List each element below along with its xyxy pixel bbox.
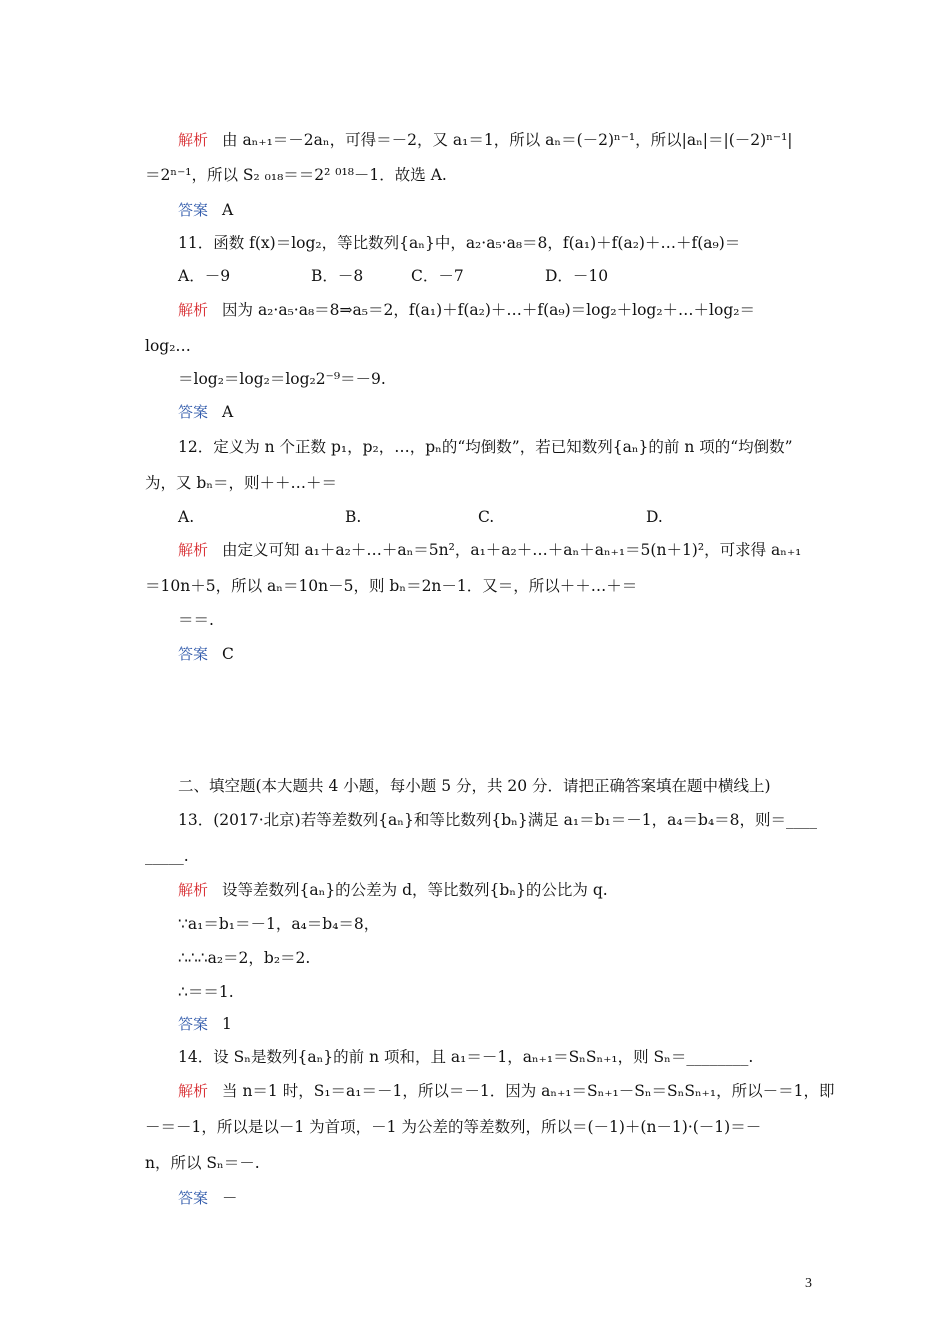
q12-answer xyxy=(178,644,234,664)
answer-label: 答案 xyxy=(178,201,209,219)
q14-answer xyxy=(178,1188,238,1208)
answer-value: － xyxy=(222,1189,238,1207)
q13-solution-line-4: ∴＝＝1. xyxy=(178,983,234,1001)
q12-option-c: C. xyxy=(478,508,495,526)
answer-label: 答案 xyxy=(178,1015,209,1033)
q13-answer xyxy=(178,1014,232,1034)
answer-value: 1 xyxy=(222,1015,232,1033)
q11-solution-line-3: ＝log₂＝log₂＝log₂2⁻⁹＝－9. xyxy=(178,370,386,388)
q13-stem-line-1: 13．(2017·北京)若等差数列{aₙ}和等比数列{bₙ}满足 a₁＝b₁＝－1，a₄＝b₄＝8，则＝____ xyxy=(178,811,818,829)
solution-label: 解析 xyxy=(178,881,209,899)
q11-stem: 11．函数 f(x)＝log₂，等比数列{aₙ}中，a₂·a₅·a₈＝8，f(a₁)＋f(a₂)＋…＋f(a₉)＝ xyxy=(178,234,741,252)
q12-option-b: B. xyxy=(345,508,362,526)
solution-text: 由定义可知 a₁＋a₂＋…＋aₙ＝5n²，a₁＋a₂＋…＋aₙ＋aₙ₊₁＝5(n＋1)²，可求得 aₙ₊₁ xyxy=(222,541,802,559)
q12-stem-line-2: 为，又 bₙ＝，则＋＋…＋＝ xyxy=(145,474,338,492)
solution-text: 当 n＝1 时，S₁＝a₁＝－1，所以＝－1．因为 aₙ₊₁＝Sₙ₊₁－Sₙ＝SₙSₙ₊₁，所以－＝1，即 xyxy=(222,1082,835,1100)
q14-solution-line-1 xyxy=(178,1081,834,1101)
q12-option-a: A. xyxy=(178,508,195,526)
solution-label: 解析 xyxy=(178,131,209,149)
q10-solution-line-2: ＝2ⁿ⁻¹，所以 S₂ ₀₁₈＝＝2² ⁰¹⁸－1．故选 A. xyxy=(145,166,447,184)
solution-label: 解析 xyxy=(178,301,209,319)
q14-solution-line-2: －＝－1，所以是以－1 为首项，－1 为公差的等差数列，所以＝(－1)＋(n－1)·(－1)＝－ xyxy=(145,1118,762,1136)
q11-option-d: D．－10 xyxy=(545,267,609,285)
q10-solution-line-1 xyxy=(178,130,793,150)
q11-solution-line-2: log₂… xyxy=(145,337,191,355)
q11-option-c: C．－7 xyxy=(411,267,464,285)
answer-value: A xyxy=(222,403,234,421)
solution-text: 由 aₙ₊₁＝－2aₙ，可得＝－2，又 a₁＝1，所以 aₙ＝(－2)ⁿ⁻¹，所以|aₙ|＝|(－2)ⁿ⁻¹| xyxy=(222,131,793,149)
q14-solution-line-3: n，所以 Sₙ＝－. xyxy=(145,1154,260,1172)
q11-answer xyxy=(178,402,233,422)
q13-solution-line-1 xyxy=(178,880,608,900)
q13-solution-line-3: ∴∴∴a₂＝2，b₂＝2. xyxy=(178,949,311,967)
answer-value: C xyxy=(222,645,234,663)
q13-solution-line-2: ∵a₁＝b₁＝－1，a₄＝b₄＝8， xyxy=(178,915,380,933)
q12-solution-line-3: ＝＝. xyxy=(178,611,214,629)
q14-stem: 14．设 Sₙ是数列{aₙ}的前 n 项和，且 a₁＝－1，aₙ₊₁＝SₙSₙ₊₁，则 Sₙ＝________. xyxy=(178,1048,754,1066)
solution-label: 解析 xyxy=(178,1082,209,1100)
answer-label: 答案 xyxy=(178,403,209,421)
answer-value: A xyxy=(222,201,234,219)
q11-option-a: A．－9 xyxy=(178,267,231,285)
q12-option-d: D. xyxy=(646,508,663,526)
q12-stem-line-1: 12．定义为 n 个正数 p₁，p₂，…，pₙ的“均倒数”，若已知数列{aₙ}的前 n 项的“均倒数” xyxy=(178,438,793,456)
q13-stem-line-2: _____. xyxy=(145,847,189,865)
solution-text: 因为 a₂·a₅·a₈＝8⇒a₅＝2，f(a₁)＋f(a₂)＋…＋f(a₉)＝log₂＋log₂＋…＋log₂＝ xyxy=(222,301,755,319)
q11-option-b: B．－8 xyxy=(311,267,364,285)
answer-label: 答案 xyxy=(178,645,209,663)
q11-solution-line-1 xyxy=(178,300,755,320)
q12-solution-line-1 xyxy=(178,540,801,560)
solution-text: 设等差数列{aₙ}的公差为 d，等比数列{bₙ}的公比为 q. xyxy=(222,881,608,899)
page-number: 3 xyxy=(805,1276,812,1291)
q10-answer xyxy=(178,200,233,220)
solution-label: 解析 xyxy=(178,541,209,559)
q12-solution-line-2: ＝10n＋5，所以 aₙ＝10n－5，则 bₙ＝2n－1．又＝，所以＋＋…＋＝ xyxy=(145,577,638,595)
section-heading-fill-in: 二、填空题(本大题共 4 小题，每小题 5 分，共 20 分．请把正确答案填在题中横线上) xyxy=(178,777,771,795)
answer-label: 答案 xyxy=(178,1189,209,1207)
